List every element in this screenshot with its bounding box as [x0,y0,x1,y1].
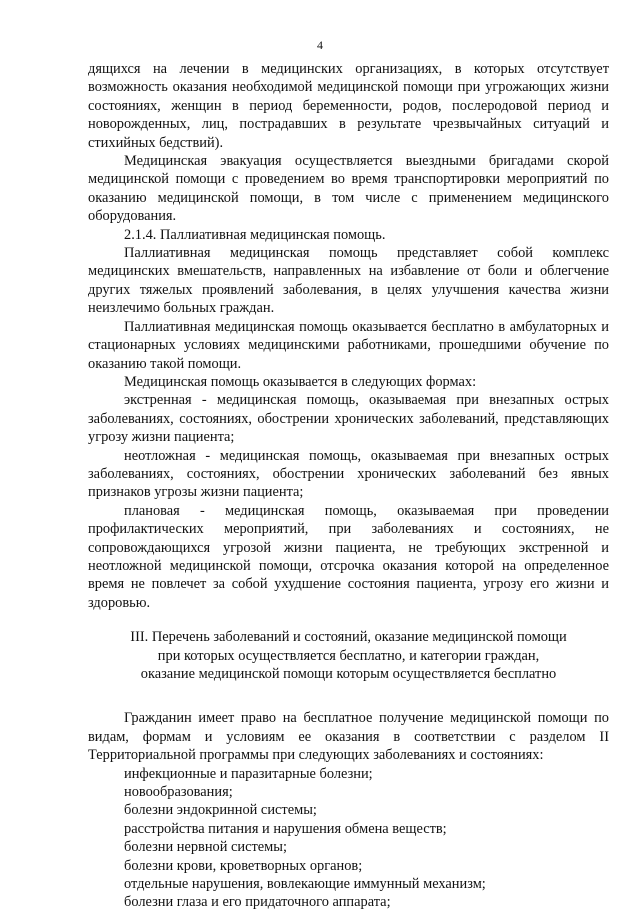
list-item: болезни нервной системы; [124,839,287,856]
paragraph-form-urgent: неотложная - медицинская помощь, оказываемая при внезапных острых заболеваниях, состояниях, обострении хронических заболеваний без явных признаков угрозы жизни пациента; [88,447,609,501]
list-item: болезни эндокринной системы; [124,802,317,819]
section-heading-line: III. Перечень заболеваний и состояний, оказание медицинской помощи [130,629,567,646]
paragraph-forms-intro: Медицинская помощь оказывается в следующих формах: [124,373,477,390]
list-item: новообразования; [124,784,233,801]
list-item: болезни крови, кроветворных органов; [124,857,363,874]
paragraph-form-planned: плановая - медицинская помощь, оказываемая при проведении профилактических мероприятий, при заболеваниях и состояниях, не сопровождающихся угрозой жизни пациента, не требующих экстренной и неотложной медицинской помощи, отсрочка оказания которой на определенное время не повлечет за собой ухудшение состояния пациента, угрозу его жизни и здоровью. [88,502,609,611]
paragraph-continuation: дящихся на лечении в медицинских организациях, в которых отсутствует возможность оказания необходимой медицинской помощи при угрожающих жизни состояниях, женщин в период беременности, родов, послеродовой период и новорожденных, лиц, пострадавших в результате чрезвычайных ситуаций и стихийных бедствий). [88,61,609,151]
page-number: 4 [317,38,323,52]
paragraph-palliative-definition: Паллиативная медицинская помощь представляет собой комплекс медицинских вмешательств, направленных на избавление от боли и облегчение других тяжелых проявлений заболевания, в целях улучшения качества жизни неизлечимо больных граждан. [88,245,609,317]
section-heading-line: при которых осуществляется бесплатно, и категории граждан, [157,647,540,664]
paragraph-form-emergency: экстренная - медицинская помощь, оказываемая при внезапных острых заболеваниях, состояниях, обострении хронических заболеваний, представляющих угрозу жизни пациента; [88,392,609,446]
section-heading [88,628,609,683]
paragraph-palliative-free: Паллиативная медицинская помощь оказывается бесплатно в амбулаторных и стационарных условиях медицинскими работниками, прошедшими обучение по оказанию такой помощи. [88,318,609,372]
list-item: болезни глаза и его придаточного аппарата; [124,894,391,911]
section-heading-line: оказание медицинской помощи которым осуществляется бесплатно [140,666,557,682]
subsection-title-palliative: 2.1.4. Паллиативная медицинская помощь. [124,226,386,243]
document-body [88,60,609,912]
list-item: расстройства питания и нарушения обмена веществ; [124,820,447,837]
paragraph-medical-evacuation: Медицинская эвакуация осуществляется выездными бригадами скорой медицинской помощи с проведением во время транспортировки мероприятий по оказанию медицинской помощи, в том числе с применением медицинского оборудования. [88,153,609,225]
list-item: отдельные нарушения, вовлекающие иммунный механизм; [124,876,486,893]
disease-list [88,765,609,912]
paragraph-rights-intro: Гражданин имеет право на бесплатное получение медицинской помощи по видам, формам и условиям ее оказания в соответствии с разделом II Территориальной программы при следующих заболеваниях и состояниях: [88,710,609,764]
list-item: инфекционные и паразитарные болезни; [124,765,373,782]
